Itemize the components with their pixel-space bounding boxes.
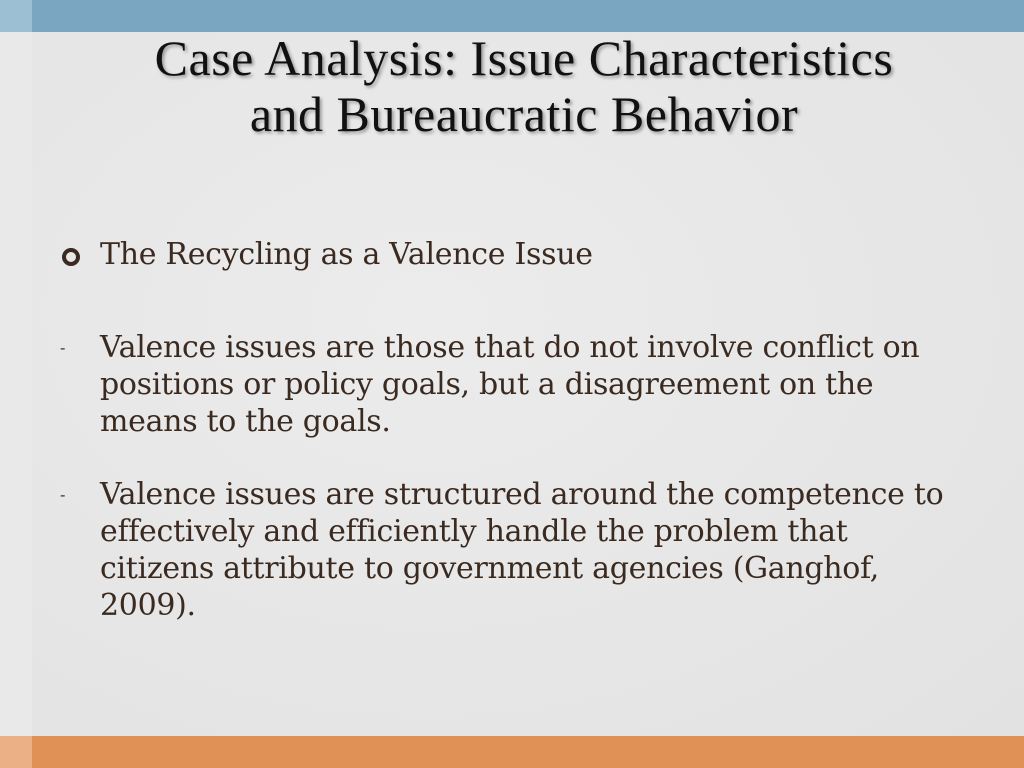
- dash-item-text: Valence issues are those that do not involve conflict on positions or policy goals, but a disagreement on the means to the goals.: [100, 330, 920, 439]
- dash-item: [58, 476, 958, 624]
- slide-title: [40, 30, 1008, 142]
- circle-bullet-icon: [62, 248, 80, 266]
- bullet-item: [58, 236, 958, 273]
- title-line-1: Case Analysis: Issue Characteristics: [154, 30, 894, 86]
- bullet-text: The Recycling as a Valence Issue: [100, 237, 593, 272]
- dash-item: [58, 329, 958, 440]
- dash-marker: -: [60, 338, 66, 357]
- dash-item-text: Valence issues are structured around the competence to effectively and efficiently handle the problem that citizens attribute to government agencies (Ganghof, 2009).: [100, 477, 944, 623]
- left-stripe: [0, 32, 32, 736]
- bottom-bar-corner: [0, 736, 32, 768]
- bottom-accent-bar: [32, 736, 1024, 768]
- top-accent-bar: [32, 0, 1024, 32]
- slide-body: [58, 236, 958, 660]
- dash-marker: -: [60, 485, 66, 504]
- top-bar-corner: [0, 0, 32, 32]
- title-line-2: and Bureaucratic Behavior: [249, 86, 799, 142]
